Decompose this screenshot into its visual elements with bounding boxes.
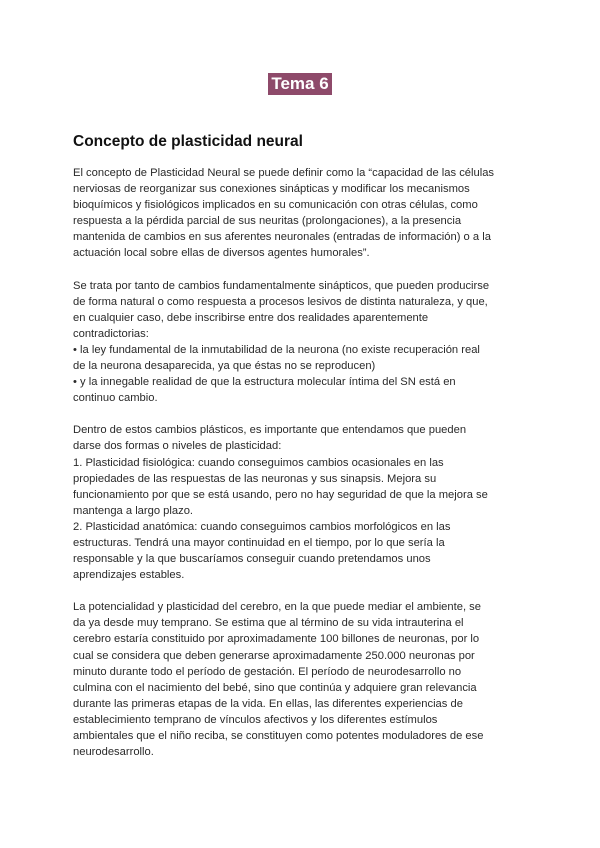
text-line: bioquímicos y fisiológicos implicados en su comunicación con otras células, como [73,199,478,212]
text-line: darse dos formas o niveles de plasticidad: [73,440,282,453]
bullet-line: • y la innegable realidad de que la estructura molecular íntima del SN está en [73,376,456,389]
text-line: ambientales que el niño reciba, se constituyen como potentes moduladores de ese [73,730,484,742]
list-item-line: 2. Plasticidad anatómica: cuando conseguimos cambios morfológicos en las [73,520,451,533]
text-line: La potencialidad y plasticidad del cerebro, en la que puede mediar el ambiente, se [73,601,481,614]
title-wrap [0,73,600,95]
text-line: propiedades de las respuestas de las neuronas y sus sinapsis. Mejora su [73,472,437,485]
text-line: de forma natural o como respuesta a procesos lesivos de distinta naturaleza, y que, [73,295,488,308]
text-line: establecimiento temprano de vínculos afectivos y los diferentes estímulos [73,713,438,726]
text-line: funcionamiento por que se está usando, pero no hay seguridad de que la mejora se [73,488,488,501]
text-line: culmina con el nacimiento del bebé, sino que continúa y adquiere gran relevancia [73,681,477,694]
text-line: Se trata por tanto de cambios fundamentalmente sinápticos, que pueden producirse [73,279,490,292]
text-line: aprendizajes estables. [73,569,185,582]
paragraph-definition [73,165,535,262]
text-line: actuación local sobre ellas de diversos agentes humorales”. [73,247,370,260]
text-line: El concepto de Plasticidad Neural se puede definir como la “capacidad de las células [73,167,495,179]
list-item-line: 1. Plasticidad fisiológica: cuando conseguimos cambios ocasionales en las [73,456,444,469]
bullet-line: • la ley fundamental de la inmutabilidad de la neurona (no existe recuperación real [73,343,480,356]
text-line: cual se considera que deben generarse aproximadamente 250.000 neuronas por [73,649,475,662]
text-line: responsable y la que buscaríamos conseguir cuando pretendamos unos [73,553,431,566]
text-line: mantenga a largo plazo. [73,504,194,517]
text-line: mantenida de cambios en sus aferentes neuronales (entradas de información) o a la [73,231,491,244]
text-line: Dentro de estos cambios plásticos, es importante que entendamos que pueden [73,424,467,437]
text-line: durante las primeras etapas de la vida. En ellas, las diferentes experiencias de [73,697,463,710]
text-line: neurodesarrollo. [73,746,154,759]
text-line: estructuras. Tendrá una mayor continuidad en el tiempo, por lo que sería la [73,536,445,549]
text-line: continuo cambio. [73,392,158,405]
text-line: de la neurona desaparecida, ya que éstas no se reproducen) [73,360,376,373]
body-text [73,165,535,776]
text-line: minuto durante todo el período de gestación. El período de neurodesarrollo no [73,665,462,678]
paragraph-neurodevelopment [73,599,535,760]
paragraph-synaptic-changes [73,278,535,407]
text-line: cerebro estaría constituido por aproximadamente 100 billones de neuronas, por lo [73,633,480,646]
paragraph-plasticity-levels [73,422,535,583]
section-heading: Concepto de plasticidad neural [73,133,303,150]
text-line: en cualquier caso, debe inscribirse entre dos realidades aparentemente [73,311,429,324]
page-title: Tema 6 [268,73,331,95]
text-line: da ya desde muy temprano. Se estima que al término de su vida intrauterina el [73,617,464,630]
text-line: nerviosas de reorganizar sus conexiones sinápticas y modificar los mecanismos [73,183,470,196]
text-line: respuesta a la pérdida parcial de sus neuritas (prolongaciones), a la presencia [73,215,462,228]
text-line: contradictorias: [73,327,149,340]
